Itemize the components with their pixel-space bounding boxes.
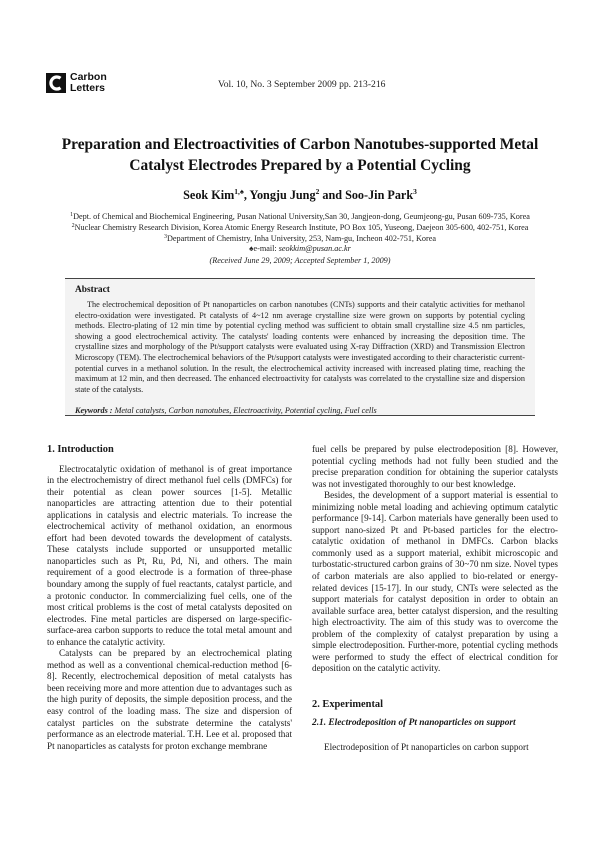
left-column — [47, 444, 292, 752]
intro-paragraph-4: Besides, the development of a support material is essential to minimizing noble metal loading and achieving optimum catalytic performance [9-14]. Carbon materials have generally been used to support nano-sized Pt and Pt-based particles for the electro-catalytic oxidation of methanol in DMFCs. Carbon blacks commonly used as a support material, exhibit microscopic and turbostatic-structured carbon grains of 30~70 nm size. Novel types of carbon materials are also applied to bio-related or energy-related devices [15-17]. In our study, CNTs were selected as the support materials for catalyst deposition in order to obtain an available surface area, better catalyst dispersion, and the resulting high electroactivity. The aim of this study was to overcome the problem of the complexity of catalyst preparation by using a simple electrodeposition. Further-more, potential cycling methods were performed to study the effect of electrical condition for deposition on the catalytic activity. — [312, 490, 558, 674]
email-link[interactable]: seokkim@pusan.ac.kr — [278, 244, 351, 253]
affiliation-3: $^3$Department of Chemistry, Inha University, 253, Nam-gu, Incheon 402-751, Korea — [163, 234, 437, 243]
keywords-label: Keywords : — [75, 406, 113, 415]
section-heading-introduction: 1. Introduction — [47, 444, 114, 455]
paper-title — [40, 134, 560, 176]
paper-title-line-2: Catalyst Electrodes Prepared by a Potential Cycling — [129, 157, 471, 174]
section-heading-experimental: 2. Experimental — [312, 698, 383, 710]
keywords — [75, 406, 525, 415]
logo-line-carbon: Carbon — [70, 71, 107, 83]
affiliation-1: $^1$Dept. of Chemical and Biochemical Engineering, Pusan National University,San 30, Jangjeon-dong, Geumjeong-gu, Pusan 609-735, Korea — [70, 212, 530, 221]
affiliation-2: $^2$Nuclear Chemistry Research Division, Korea Atomic Energy Research Institute, PO Box 105, Yuseong, Daejeon 305-600, 402-751, Korea — [71, 223, 529, 232]
author-2-affil: 2 — [315, 187, 320, 196]
abstract-box — [65, 278, 535, 416]
author-1-affil: 1,♠ — [234, 187, 244, 196]
corresponding-email: ♠e-mail: seokkim@pusan.ac.kr — [249, 244, 351, 253]
intro-paragraph-3: fuel cells be prepared by pulse electrodeposition [8]. However, potential cycling methods had not fully been studied and the precise preparation condition for obtaining the superior catalysts was not investigated thoroughly to our best knowledge. — [312, 444, 558, 489]
paper-title-line-1: Preparation and Electroactivities of Carbon Nanotubes-supported Metal — [61, 136, 539, 153]
author-1: Seok Kim — [183, 188, 235, 202]
intro-paragraph-2: Catalysts can be prepared by an electrochemical plating method as well as a conventional chemical-reduction method [6-8]. Recently, electrochemical deposition of metal catalysts has been receiving more and more attention due to advantages such as the high purity of deposits, the simple deposition process, and the easy control of the loading mass. The size and dispersion of catalyst particles on the substrate determine the catalysts' performance as an electrode material. T.H. Lee et al. proposed that Pt nanoparticles as catalysts for proton exchange membrane — [47, 648, 292, 751]
carbon-letters-logo-icon — [46, 73, 66, 93]
author-2: Yongju Jung — [249, 188, 316, 202]
right-column — [312, 444, 558, 754]
subsection-heading-electrodeposition: 2.1. Electrodeposition of Pt nanoparticles on support — [312, 718, 516, 729]
author-separator: , — [243, 188, 250, 202]
experimental-paragraph-1: Electrodeposition of Pt nanoparticles on carbon support — [324, 742, 529, 753]
keywords-list: Metal catalysts, Carbon nanotubes, Electroactivity, Potential cycling, Fuel cells — [112, 406, 377, 415]
journal-issue-info: Vol. 10, No. 3 September 2009 pp. 213-216 — [218, 79, 386, 90]
author-separator: and — [319, 188, 346, 202]
logo-line-letters: Letters — [70, 82, 106, 94]
journal-logo — [46, 72, 107, 94]
author-3-affil: 3 — [413, 187, 417, 196]
abstract-text: The electrochemical deposition of Pt nanoparticles on carbon nanotubes (CNTs) supports and their catalytic activities for methanol electro-oxidation were investigated. Pt catalysts of 4~12 nm average crystalline size were grown on supports by potential cycling methods. Electro-plating of 12 min time by potential cycling method was sufficient to obtain small crystalline size 4.5 nm particles, showing a good electrochemical activity. The catalysts' loading contents were enhanced by increasing the deposition time. The crystalline sizes and morphology of the Pt/support catalysts were evaluated using X-ray Diffraction (XRD) and Transmission Electron Microscopy (TEM). The electrochemical behaviors of the Pt/support catalysts were investigated according to their characteristic current-potential curves in a methanol solution. In the result, the electrochemical activity increased with increased plating time, reaching the maximum at 12 min, and then decreased. The enhanced electroactivity for catalysts was correlated to the crystalline size and dispersion state of the catalysts. — [75, 300, 525, 394]
journal-logo-text — [70, 72, 107, 94]
author-3: Soo-Jin Park — [345, 188, 414, 202]
abstract-heading: Abstract — [75, 285, 110, 295]
author-list — [40, 187, 560, 203]
received-dates: (Received June 29, 2009; Accepted September 1, 2009) — [209, 256, 391, 265]
intro-paragraph-1: Electrocatalytic oxidation of methanol is of great importance in the electrochemistry of direct methanol fuel cells (DMFCs) for their potential as clean power sources [1-5]. Metallic nanoparticles are attracting attention due to their potential applications in catalysis and electric materials. To increase the electrochemical activity of methanol oxidation, an enormous effort had been devoted towards the development of catalysts. These catalysts include supported or unsupported metallic nanoparticles such as Pt, Ru, Pd, Ni, and others. The main requirement of a good electrode is a formation of three-phase boundary among the supply of fuel reactants, catalyst particle, and a protonic conductor. In commercializing fuel cells, one of the most critical problems is the cost of metal catalysts deposited on electrodes. Fine metal particles are dispersed on large-specific-surface-area carbon supports to reduce the total metal amount and to enhance the catalytic activity. — [47, 463, 292, 647]
